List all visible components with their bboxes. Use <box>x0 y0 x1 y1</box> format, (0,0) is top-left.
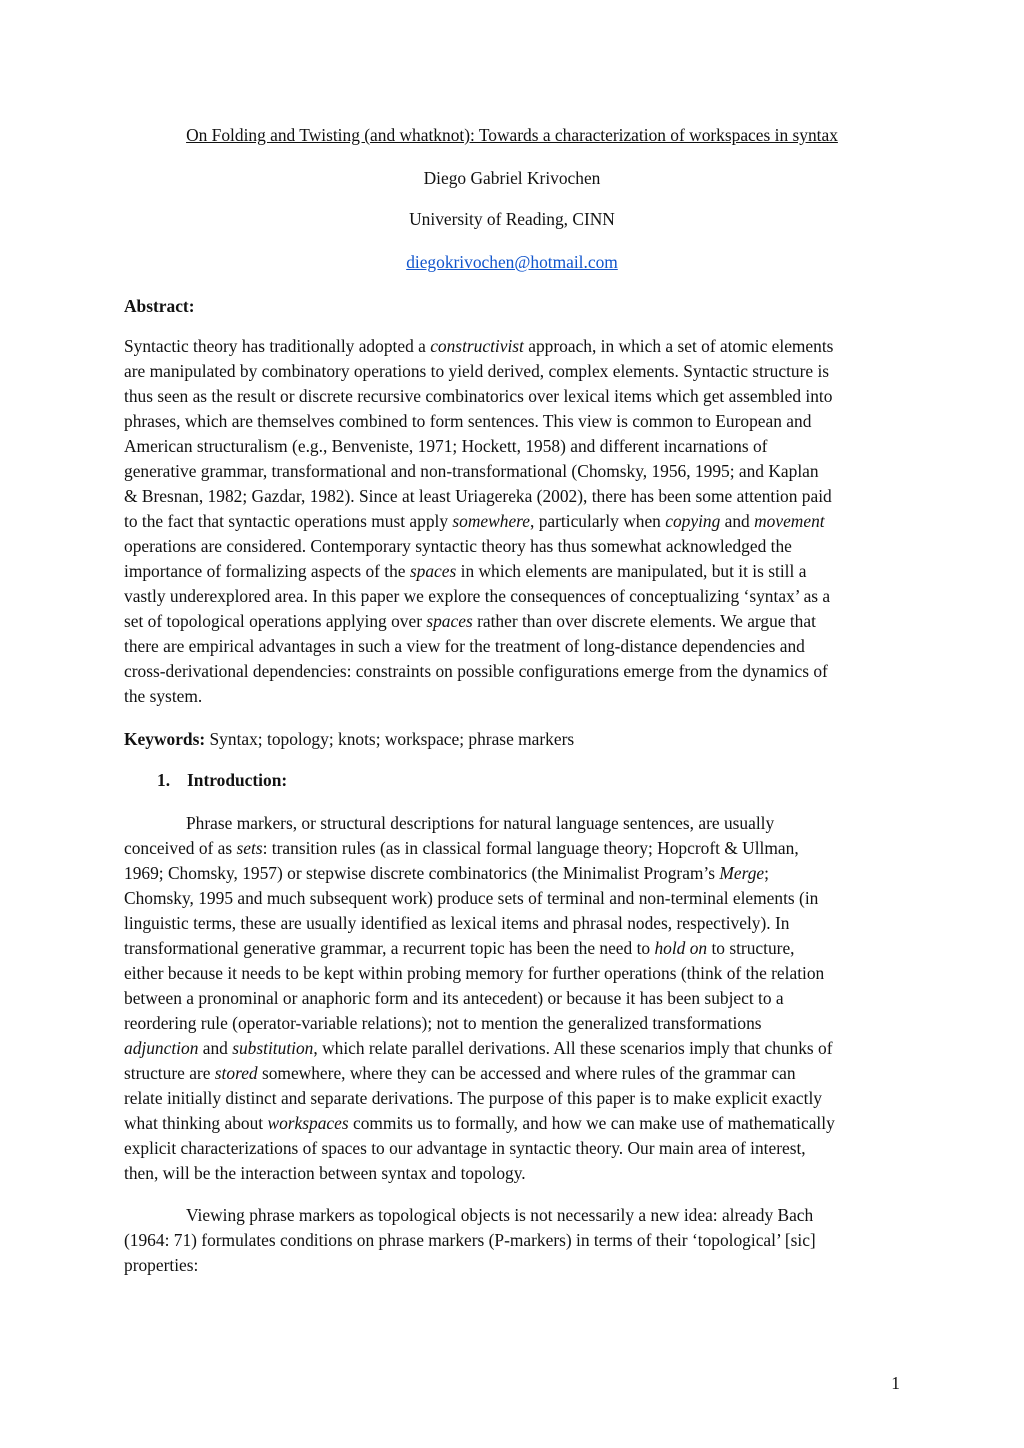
email-link[interactable]: diegokrivochen@hotmail.com <box>406 252 618 272</box>
intro-paragraph-1: Phrase markers, or structural descriptions for natural language sentences, are usually conceived of as sets: transition rules (as in classical formal language theory; Hopcroft & Ullman, 1969; Chomsky, 1957) or stepwise discrete combinatorics (the Minimalist Program’s Merge; Chomsky, 1995 and much subsequent work) produce sets of terminal and non-terminal elements (in linguistic terms, these are usually identified as lexical items and phrasal nodes, respectively). In transformational generative grammar, a recurrent topic has been the need to hold on to structure, either because it needs to be kept within probing memory for further operations (think of the relation between a pronominal or anaphoric form and its antecedent) or because it has been subject to a reordering rule (operator-variable relations); not to mention the generalized transformations adjunction and substitution, which relate parallel derivations. All these scenarios imply that chunks of structure are stored somewhere, where they can be accessed and where rules of the grammar can relate initially distinct and separate derivations. The purpose of this paper is to make explicit exactly what thinking about workspaces commits us to formally, and how we can make use of mathematically explicit characterizations of spaces to our advantage in syntactic theory. Our main area of interest, then, will be the interaction between syntax and topology. <box>124 813 835 1183</box>
author-affiliation: University of Reading, CINN <box>409 209 615 229</box>
abstract-text: Syntactic theory has traditionally adopted a constructivist approach, in which a set of atomic elements are manipulated by combinatory operations to yield derived, complex elements. Syntactic structure is thus seen as the result or discrete recursive combinatorics over lexical items which get assembled into phrases, which are themselves combined to form sentences. This view is common to European and American structuralism (e.g., Benveniste, 1971; Hockett, 1958) and different incarnations of generative grammar, transformational and non-transformational (Chomsky, 1956, 1995; and Kaplan & Bresnan, 1982; Gazdar, 1982). Since at least Uriagereka (2002), there has been some attention paid to the fact that syntactic operations must apply somewhere, particularly when copying and movement operations are considered. Contemporary syntactic theory has thus somewhat acknowledged the importance of formalizing aspects of the spaces in which elements are manipulated, but it is still a vastly underexplored area. In this paper we explore the consequences of conceptualizing ‘syntax’ as a set of topological operations applying over spaces rather than over discrete elements. We argue that there are empirical advantages in such a view for the treatment of long-distance dependencies and cross-derivational dependencies: constraints on possible configurations emerge from the dynamics of the system. <box>124 336 834 706</box>
intro-paragraph-2: Viewing phrase markers as topological objects is not necessarily a new idea: already Bach (1964: 71) formulates conditions on phrase markers (P-markers) in terms of their ‘topological’ [sic] properties: <box>124 1205 816 1275</box>
author-name: Diego Gabriel Krivochen <box>423 168 601 188</box>
page-number: 1 <box>891 1373 900 1393</box>
keywords-list: Syntax; topology; knots; workspace; phrase markers <box>205 729 575 749</box>
keywords-label: Keywords: <box>124 729 206 749</box>
author-email <box>0 251 1024 273</box>
section-heading-introduction: 1. Introduction: <box>157 770 288 790</box>
paper-title: On Folding and Twisting (and whatknot): Towards a characterization of workspaces in syntax <box>186 125 838 145</box>
abstract-heading: Abstract: <box>124 296 195 316</box>
keywords-line <box>124 727 900 752</box>
